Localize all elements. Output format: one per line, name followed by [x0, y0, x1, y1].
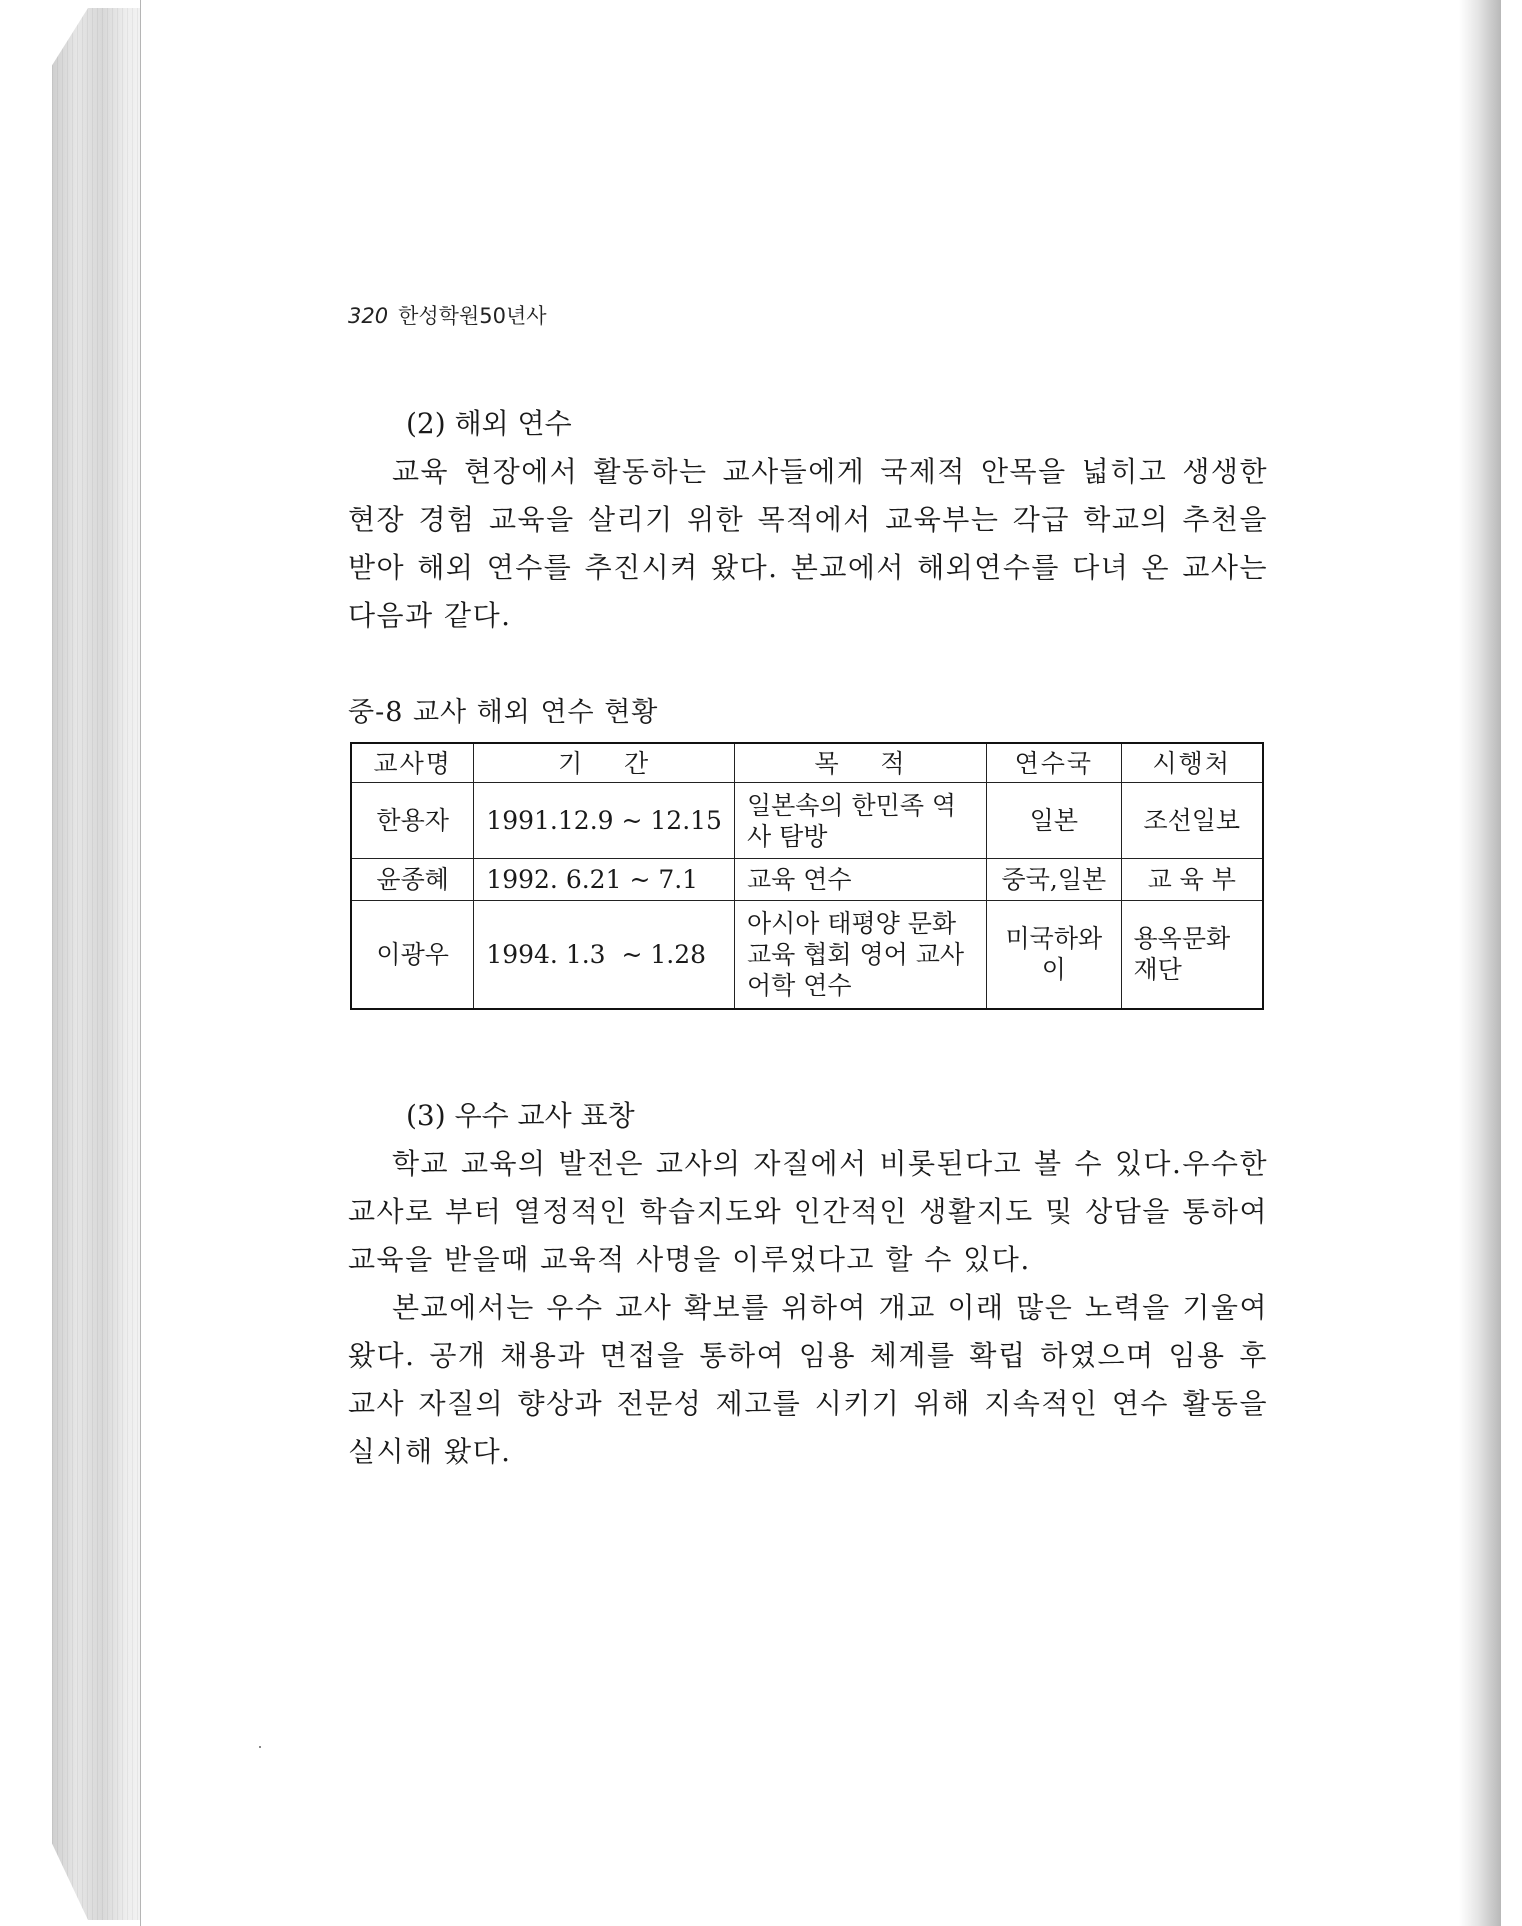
- table-header-row: [351, 743, 1263, 783]
- col-header-country: 연수국: [987, 743, 1121, 783]
- col-header-name: 교사명: [351, 743, 474, 783]
- book-page-stack: [52, 8, 152, 1920]
- cell-agency: 교 육 부: [1121, 859, 1263, 901]
- cell-name: 이광우: [351, 901, 474, 1009]
- cell-purpose: 교육 연수: [734, 859, 986, 901]
- scan-speck: [259, 1746, 261, 1748]
- section-paragraph: 본교에서는 우수 교사 확보를 위하여 개교 이래 많은 노력을 기울여 왔다. 공개 채용과 면접을 통하여 임용 체계를 확립 하였으며 임용 후 교사 자질의 향상과 전문성 제고를 시키기 위해 지속적인 연수 활동을 실시해 왔다.: [348, 1291, 1268, 1468]
- table-caption: 중-8 교사 해외 연수 현황: [348, 697, 659, 728]
- table-row: [351, 783, 1263, 859]
- cell-purpose: 일본속의 한민족 역사 탐방: [734, 783, 986, 859]
- section-paragraph: 교육 현장에서 활동하는 교사들에게 국제적 안목을 넓히고 생생한 현장 경험 교육을 살리기 위한 목적에서 교육부는 각급 학교의 추천을 받아 해외 연수를 추진시켜 왔다. 본교에서 해외연수를 다녀 온 교사는 다음과 같다.: [348, 455, 1268, 632]
- cell-agency: 조선일보: [1121, 783, 1263, 859]
- col-header-agency: 시행처: [1121, 743, 1263, 783]
- cell-agency: 용옥문화재단: [1121, 901, 1263, 1009]
- table-row: [351, 859, 1263, 901]
- cell-name: 윤종혜: [351, 859, 474, 901]
- cell-period: 1991.12.9 ~ 12.15: [474, 783, 735, 859]
- training-table: [350, 742, 1264, 1010]
- running-head: [348, 300, 547, 330]
- section-heading: (2) 해외 연수: [406, 407, 572, 440]
- section-overseas-training: [348, 402, 1268, 640]
- section-paragraph: 학교 교육의 발전은 교사의 자질에서 비롯된다고 볼 수 있다.우수한 교사로 부터 열정적인 학습지도와 인간적인 생활지도 및 상담을 통하여 교육을 받을때 교육적 사명을 이루었다고 할 수 있다.: [348, 1147, 1268, 1276]
- cell-country: 미국하와이: [987, 901, 1121, 1009]
- col-header-period: 기 간: [474, 743, 735, 783]
- cell-name: 한용자: [351, 783, 474, 859]
- cell-period: 1992. 6.21 ~ 7.1: [474, 859, 735, 901]
- cell-country: 일본: [987, 783, 1121, 859]
- book-title: 한성학원50년사: [398, 304, 547, 328]
- cell-country: 중국,일본: [987, 859, 1121, 901]
- table-row: [351, 901, 1263, 1009]
- cell-period: 1994. 1.3 ~ 1.28: [474, 901, 735, 1009]
- section-excellent-teachers: [348, 1094, 1268, 1476]
- section-heading: (3) 우수 교사 표창: [406, 1099, 635, 1132]
- page-edge-shadow: [1459, 0, 1501, 1926]
- cell-purpose: 아시아 태평양 문화 교육 협회 영어 교사 어학 연수: [734, 901, 986, 1009]
- col-header-purpose: 목 적: [734, 743, 986, 783]
- page-number: 320: [348, 304, 389, 328]
